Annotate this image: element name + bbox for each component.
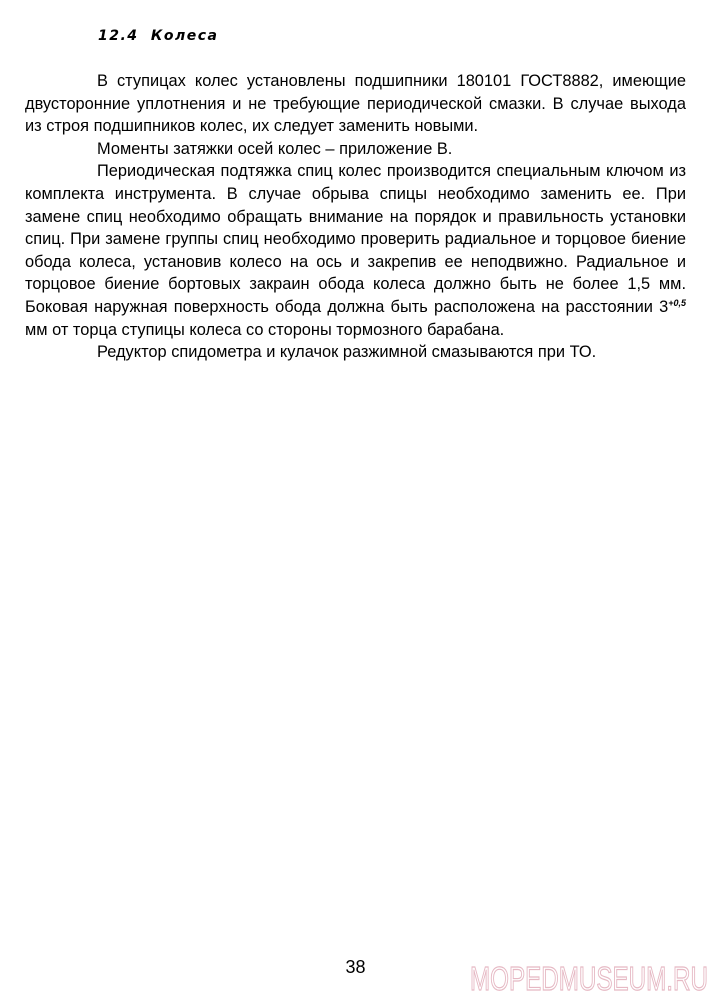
spokes-text-end: мм от торца ступицы колеса со стороны тормозного барабана. xyxy=(25,320,505,339)
section-title: Колеса xyxy=(150,28,219,44)
body-text xyxy=(25,70,686,364)
paragraph-axle-torque: Моменты затяжки осей колес – приложение В. xyxy=(97,139,453,158)
section-number: 12.4 xyxy=(98,28,139,44)
watermark-text: MOPEDMUSEUM.RU xyxy=(470,960,708,997)
spokes-text: Периодическая подтяжка спиц колес производится специальным ключом из комплекта инструмента. В случае обрыва спицы необходимо заменить ее. При замене спиц необходимо обращать внимание на порядок и правильность установки спиц. При замене группы спиц необходимо проверить радиальное и торцовое биение обода колеса, установив колесо на ось и закрепив ее неподвижно. Радиальное и торцовое биение бортовых закраин обода колеса должно быть не более 1,5 мм. Боковая наружная поверхность обода должна быть расположена на расстоянии 3 xyxy=(25,162,686,316)
paragraph-spokes xyxy=(25,160,686,341)
section-heading xyxy=(98,28,218,44)
paragraph-bearings: В ступицах колес установлены подшипники 180101 ГОСТ8882, имеющие двусторонние уплотнения и не требующие периодической смазки. В случае выхода из строя подшипников колес, их следует заменить новыми. xyxy=(25,72,686,136)
watermark-logo xyxy=(467,955,711,1000)
paragraph-lubrication: Редуктор спидометра и кулачок разжимной смазываются при ТО. xyxy=(97,343,597,362)
tolerance-superscript: +0,5 xyxy=(668,297,686,308)
page-number: 38 xyxy=(345,957,366,977)
watermark-graphic xyxy=(467,955,711,1000)
